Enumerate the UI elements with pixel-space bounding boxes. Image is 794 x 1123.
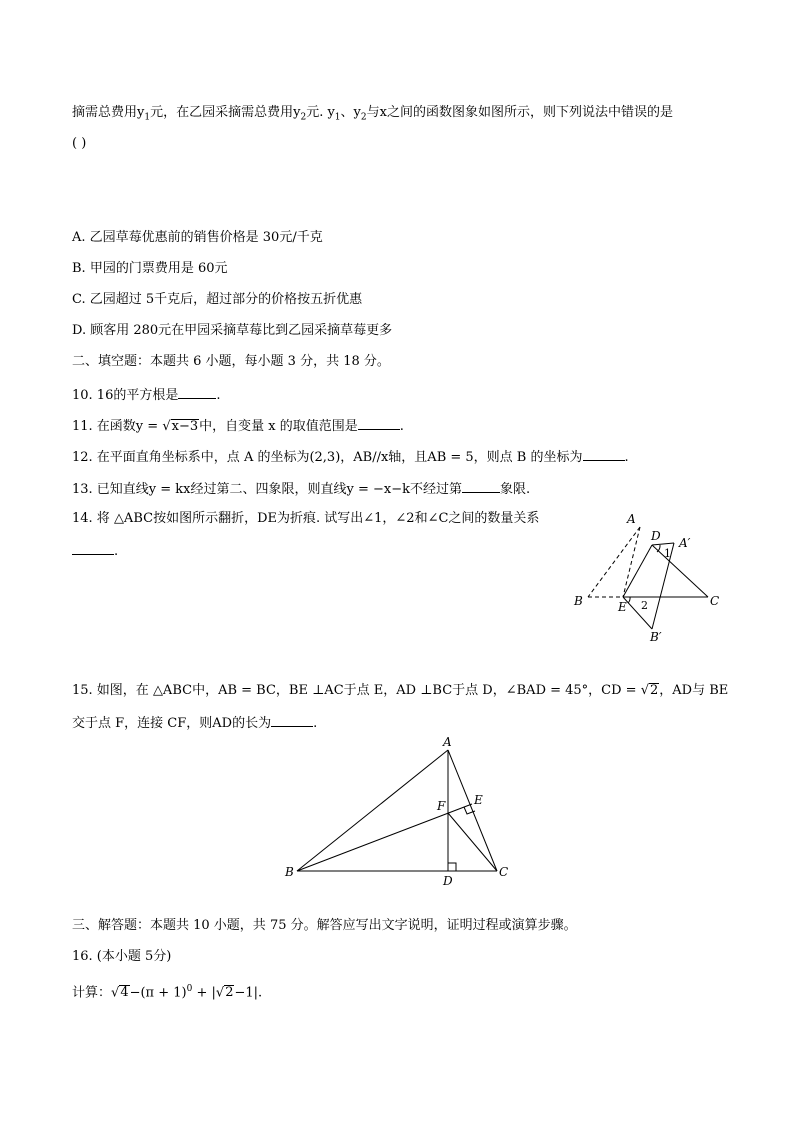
q10-answer-blank[interactable] — [178, 385, 216, 399]
label-d: D — [651, 529, 661, 543]
section-2-heading: 二、填空题：本题共 6 小题，每小题 3 分，共 18 分。 — [72, 354, 390, 369]
q12-answer-blank[interactable] — [583, 447, 625, 461]
q15-radicand: 2 — [650, 683, 659, 698]
q9-answer-paren: ( ) — [72, 136, 87, 151]
option-a: A. 乙园草莓优惠前的销售价格是 30元/千克 — [72, 230, 323, 245]
label-e: E — [618, 600, 627, 614]
q13-end: 象限. — [500, 482, 531, 497]
altitude-be — [297, 804, 472, 871]
label-a-prime: A′ — [679, 536, 691, 550]
sub-1b: 1 — [334, 112, 341, 123]
q11-answer-blank[interactable] — [358, 416, 400, 430]
question-16-expression: 计算：$√4-(\pi + 1)^0 + |√2-1|$. — [72, 984, 263, 1001]
q13-answer-blank[interactable] — [462, 479, 500, 493]
q14-figure — [560, 505, 730, 650]
q11-end: . — [399, 419, 404, 434]
fold-dashed-ae — [623, 527, 640, 597]
option-d: D. 顾客用 280元在甲园采摘草莓比到乙园采摘草莓更多 — [72, 323, 393, 338]
label-b: B — [285, 865, 294, 879]
label-c: C — [499, 865, 509, 879]
label-b-prime: B′ — [650, 630, 662, 644]
label-e: E — [474, 793, 483, 807]
section-3-heading: 三、解答题：本题共 10 小题，共 75 分。解答应写出文字说明，证明过程或演算步骤。 — [72, 918, 577, 933]
segment-dc — [652, 545, 708, 597]
segment-da-prime — [652, 543, 674, 545]
side-ab — [297, 750, 448, 871]
q14-answer-blank[interactable] — [72, 541, 114, 555]
question-13 — [72, 479, 530, 499]
segment-cf — [448, 813, 497, 871]
q11-pre: 11. 在函数y = — [72, 419, 163, 434]
q15-line2-text: 交于点 F，连接 CF，则AD的长为 — [72, 716, 272, 731]
q16-mid: −(π + 1) — [129, 985, 187, 1001]
q10-end: . — [216, 388, 221, 403]
sub-2b: 2 — [360, 112, 367, 123]
intro-text-a: 摘需总费用y — [72, 105, 145, 120]
label-a: A — [443, 735, 452, 749]
label-f: F — [437, 799, 446, 813]
q14-end: . — [114, 544, 119, 559]
question-16-title: 16. (本小题 5分) — [72, 949, 172, 964]
question-14-answer-line — [72, 541, 118, 561]
angle-1-arc — [657, 545, 660, 552]
q15-answer-blank[interactable] — [271, 713, 313, 727]
q15-end: . — [313, 716, 318, 731]
label-b: B — [574, 594, 583, 608]
question-11: 11. 在函数y = √x−3中，自变量 x 的取值范围是 . — [72, 416, 404, 436]
intro-text-e: 与x之间的函数图象如图所示，则下列说法中错误的是 — [366, 105, 673, 120]
q15-pre: 15. 如图，在 △ABC中，AB = BC，BE ⊥AC于点 E，AD ⊥BC于点 D，∠BAD = 45°，CD = — [72, 683, 641, 698]
crease-de — [623, 545, 652, 597]
question-14: 14. 将 △ABC按如图所示翻折，DE为折痕. 试写出∠1，∠2和∠C之间的数量关系 — [72, 511, 540, 526]
q11-radicand: x−3 — [171, 419, 199, 434]
sub-2: 2 — [300, 112, 307, 123]
label-angle-1: 1 — [664, 547, 671, 560]
label-d: D — [443, 874, 453, 888]
q12-text: 12. 在平面直角坐标系中，点 A 的坐标为(2,3)，AB//x轴，且AB = 5，则点 B 的坐标为 — [72, 450, 583, 465]
sub-1: 1 — [144, 112, 151, 123]
q16-radicand-2: 2 — [225, 985, 234, 1001]
question-15-line-1: 15. 如图，在 △ABC中，AB = BC，BE ⊥AC于点 E，AD ⊥BC于点 D，∠BAD = 45°，CD = √2，AD与 BE — [72, 683, 729, 698]
q10-text: 10. 16的平方根是 — [72, 388, 179, 403]
label-a: A — [627, 512, 636, 526]
q16-plus: + | — [192, 985, 216, 1001]
q16-radicand-1: 4 — [120, 985, 129, 1001]
intro-text-d: 、y — [340, 105, 361, 120]
q9-intro-line — [72, 104, 673, 127]
intro-text-c: 元. y — [306, 105, 335, 120]
label-angle-2: 2 — [641, 599, 648, 612]
intro-text-b: 元，在乙园采摘需总费用y — [150, 105, 301, 120]
right-angle-d — [448, 863, 456, 871]
q15-post: ，AD与 BE — [659, 683, 729, 698]
label-c: C — [710, 594, 720, 608]
q13-text: 13. 已知直线y = kx经过第二、四象限，则直线y = −x−k不经过第 — [72, 482, 463, 497]
question-10 — [72, 385, 221, 405]
q15-figure — [280, 730, 520, 890]
option-c: C. 乙园超过 5千克后，超过部分的价格按五折优惠 — [72, 292, 363, 307]
angle-2-arc — [628, 597, 630, 603]
fold-dashed-ab — [588, 527, 640, 597]
question-12 — [72, 447, 629, 467]
q16-exponent: 0 — [186, 984, 193, 994]
q11-mid: 中，自变量 x 的取值范围是 — [199, 419, 358, 434]
q16-tail: −1|. — [234, 985, 263, 1001]
q12-end: . — [624, 450, 629, 465]
option-b: B. 甲园的门票费用是 60元 — [72, 261, 228, 276]
q16-label: 计算： — [72, 985, 112, 1001]
